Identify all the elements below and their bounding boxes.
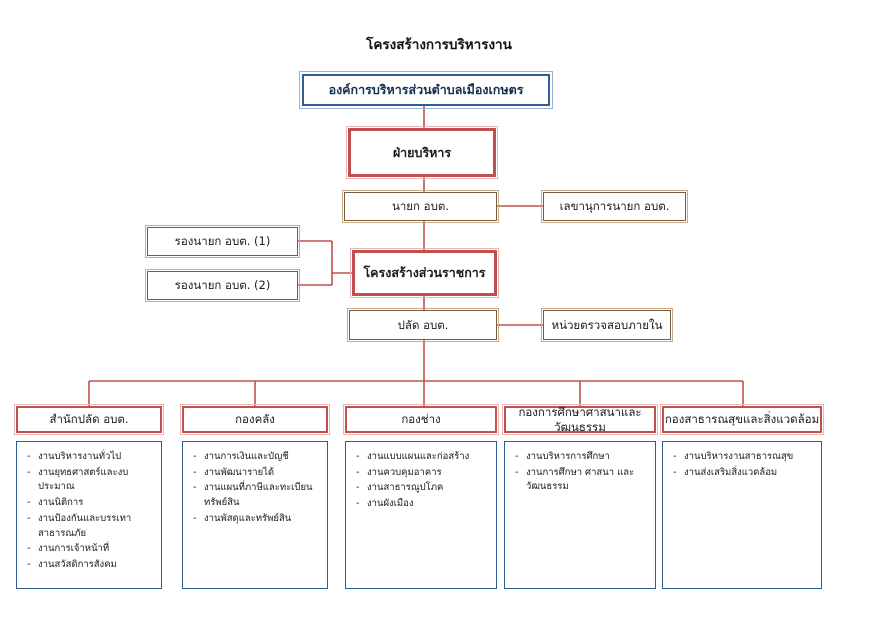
dept-list-1: [191, 450, 321, 527]
node-mayor[interactable]: [344, 192, 497, 221]
node-government-structure-label: โครงสร้างส่วนราชการ: [363, 265, 486, 281]
node-deputy-mayor-2[interactable]: [147, 271, 298, 300]
dept-body-1: [182, 441, 328, 589]
dept-header-4[interactable]: [662, 406, 822, 433]
list-item: - งานสวัสดิการสังคม: [25, 558, 155, 573]
list-item: - งานพัฒนารายได้: [191, 466, 321, 481]
node-clerk-label: ปลัด อบต.: [397, 317, 449, 332]
node-internal-audit[interactable]: [543, 310, 671, 340]
node-deputy-mayor-1-label: รองนายก อบต. (1): [174, 234, 271, 249]
list-item: - งานการศึกษา ศาสนา และวัฒนธรรม: [513, 466, 649, 495]
node-mayor-secretary[interactable]: [543, 192, 686, 221]
node-organization-label: องค์การบริหารส่วนตำบลเมืองเกษตร: [328, 82, 524, 98]
dept-body-4: [662, 441, 822, 589]
dept-list-3: [513, 450, 649, 495]
node-organization[interactable]: [302, 74, 550, 106]
dept-list-2: [354, 450, 490, 512]
dept-body-0: [16, 441, 162, 589]
list-item: - งานนิติการ: [25, 496, 155, 511]
list-item: - งานบริหารงานทั่วไป: [25, 450, 155, 465]
chart-title: โครงสร้างการบริหารงาน: [366, 37, 512, 53]
dept-header-3-label: กองการศึกษาศาสนาและวัฒนธรรม: [518, 405, 642, 434]
list-item: - งานยุทธศาสตร์และงบประมาณ: [25, 466, 155, 495]
dept-header-1-label: กองคลัง: [235, 412, 275, 427]
list-item: - งานการเจ้าหน้าที่: [25, 542, 155, 557]
node-mayor-secretary-label: เลขานุการนายก อบต.: [559, 199, 670, 214]
node-clerk[interactable]: [349, 310, 497, 340]
dept-header-1[interactable]: [182, 406, 328, 433]
dept-list-4: [671, 450, 815, 480]
list-item: - งานแบบแผนและก่อสร้าง: [354, 450, 490, 465]
node-government-structure[interactable]: [352, 250, 497, 296]
dept-body-3: [504, 441, 656, 589]
node-executive-branch[interactable]: [348, 128, 496, 177]
dept-header-4-label: กองสาธารณสุขและสิ่งแวดล้อม: [664, 412, 820, 427]
dept-list-0: [25, 450, 155, 573]
dept-header-2-label: กองช่าง: [401, 412, 441, 427]
dept-header-2[interactable]: [345, 406, 497, 433]
dept-header-0[interactable]: [16, 406, 162, 433]
node-mayor-label: นายก อบต.: [391, 199, 449, 214]
list-item: - งานการเงินและบัญชี: [191, 450, 321, 465]
node-executive-branch-label: ฝ่ายบริหาร: [392, 144, 452, 160]
list-item: - งานบริหารการศึกษา: [513, 450, 649, 465]
node-deputy-mayor-1[interactable]: [147, 227, 298, 256]
list-item: - งานพัสดุและทรัพย์สิน: [191, 512, 321, 527]
list-item: - งานผังเมือง: [354, 497, 490, 512]
list-item: - งานป้องกันและบรรเทาสาธารณภัย: [25, 512, 155, 541]
dept-header-0-label: สำนักปลัด อบต.: [49, 412, 129, 427]
list-item: - งานส่งเสริมสิ่งแวดล้อม: [671, 466, 815, 481]
dept-header-3[interactable]: [504, 406, 656, 433]
node-deputy-mayor-2-label: รองนายก อบต. (2): [174, 278, 271, 293]
list-item: - งานสาธารณูปโภค: [354, 481, 490, 496]
node-internal-audit-label: หน่วยตรวจสอบภายใน: [551, 317, 663, 332]
list-item: - งานควบคุมอาคาร: [354, 466, 490, 481]
dept-body-2: [345, 441, 497, 589]
list-item: - งานบริหารงานสาธารณสุข: [671, 450, 815, 465]
list-item: - งานแผนที่ภาษีและทะเบียนทรัพย์สิน: [191, 481, 321, 510]
